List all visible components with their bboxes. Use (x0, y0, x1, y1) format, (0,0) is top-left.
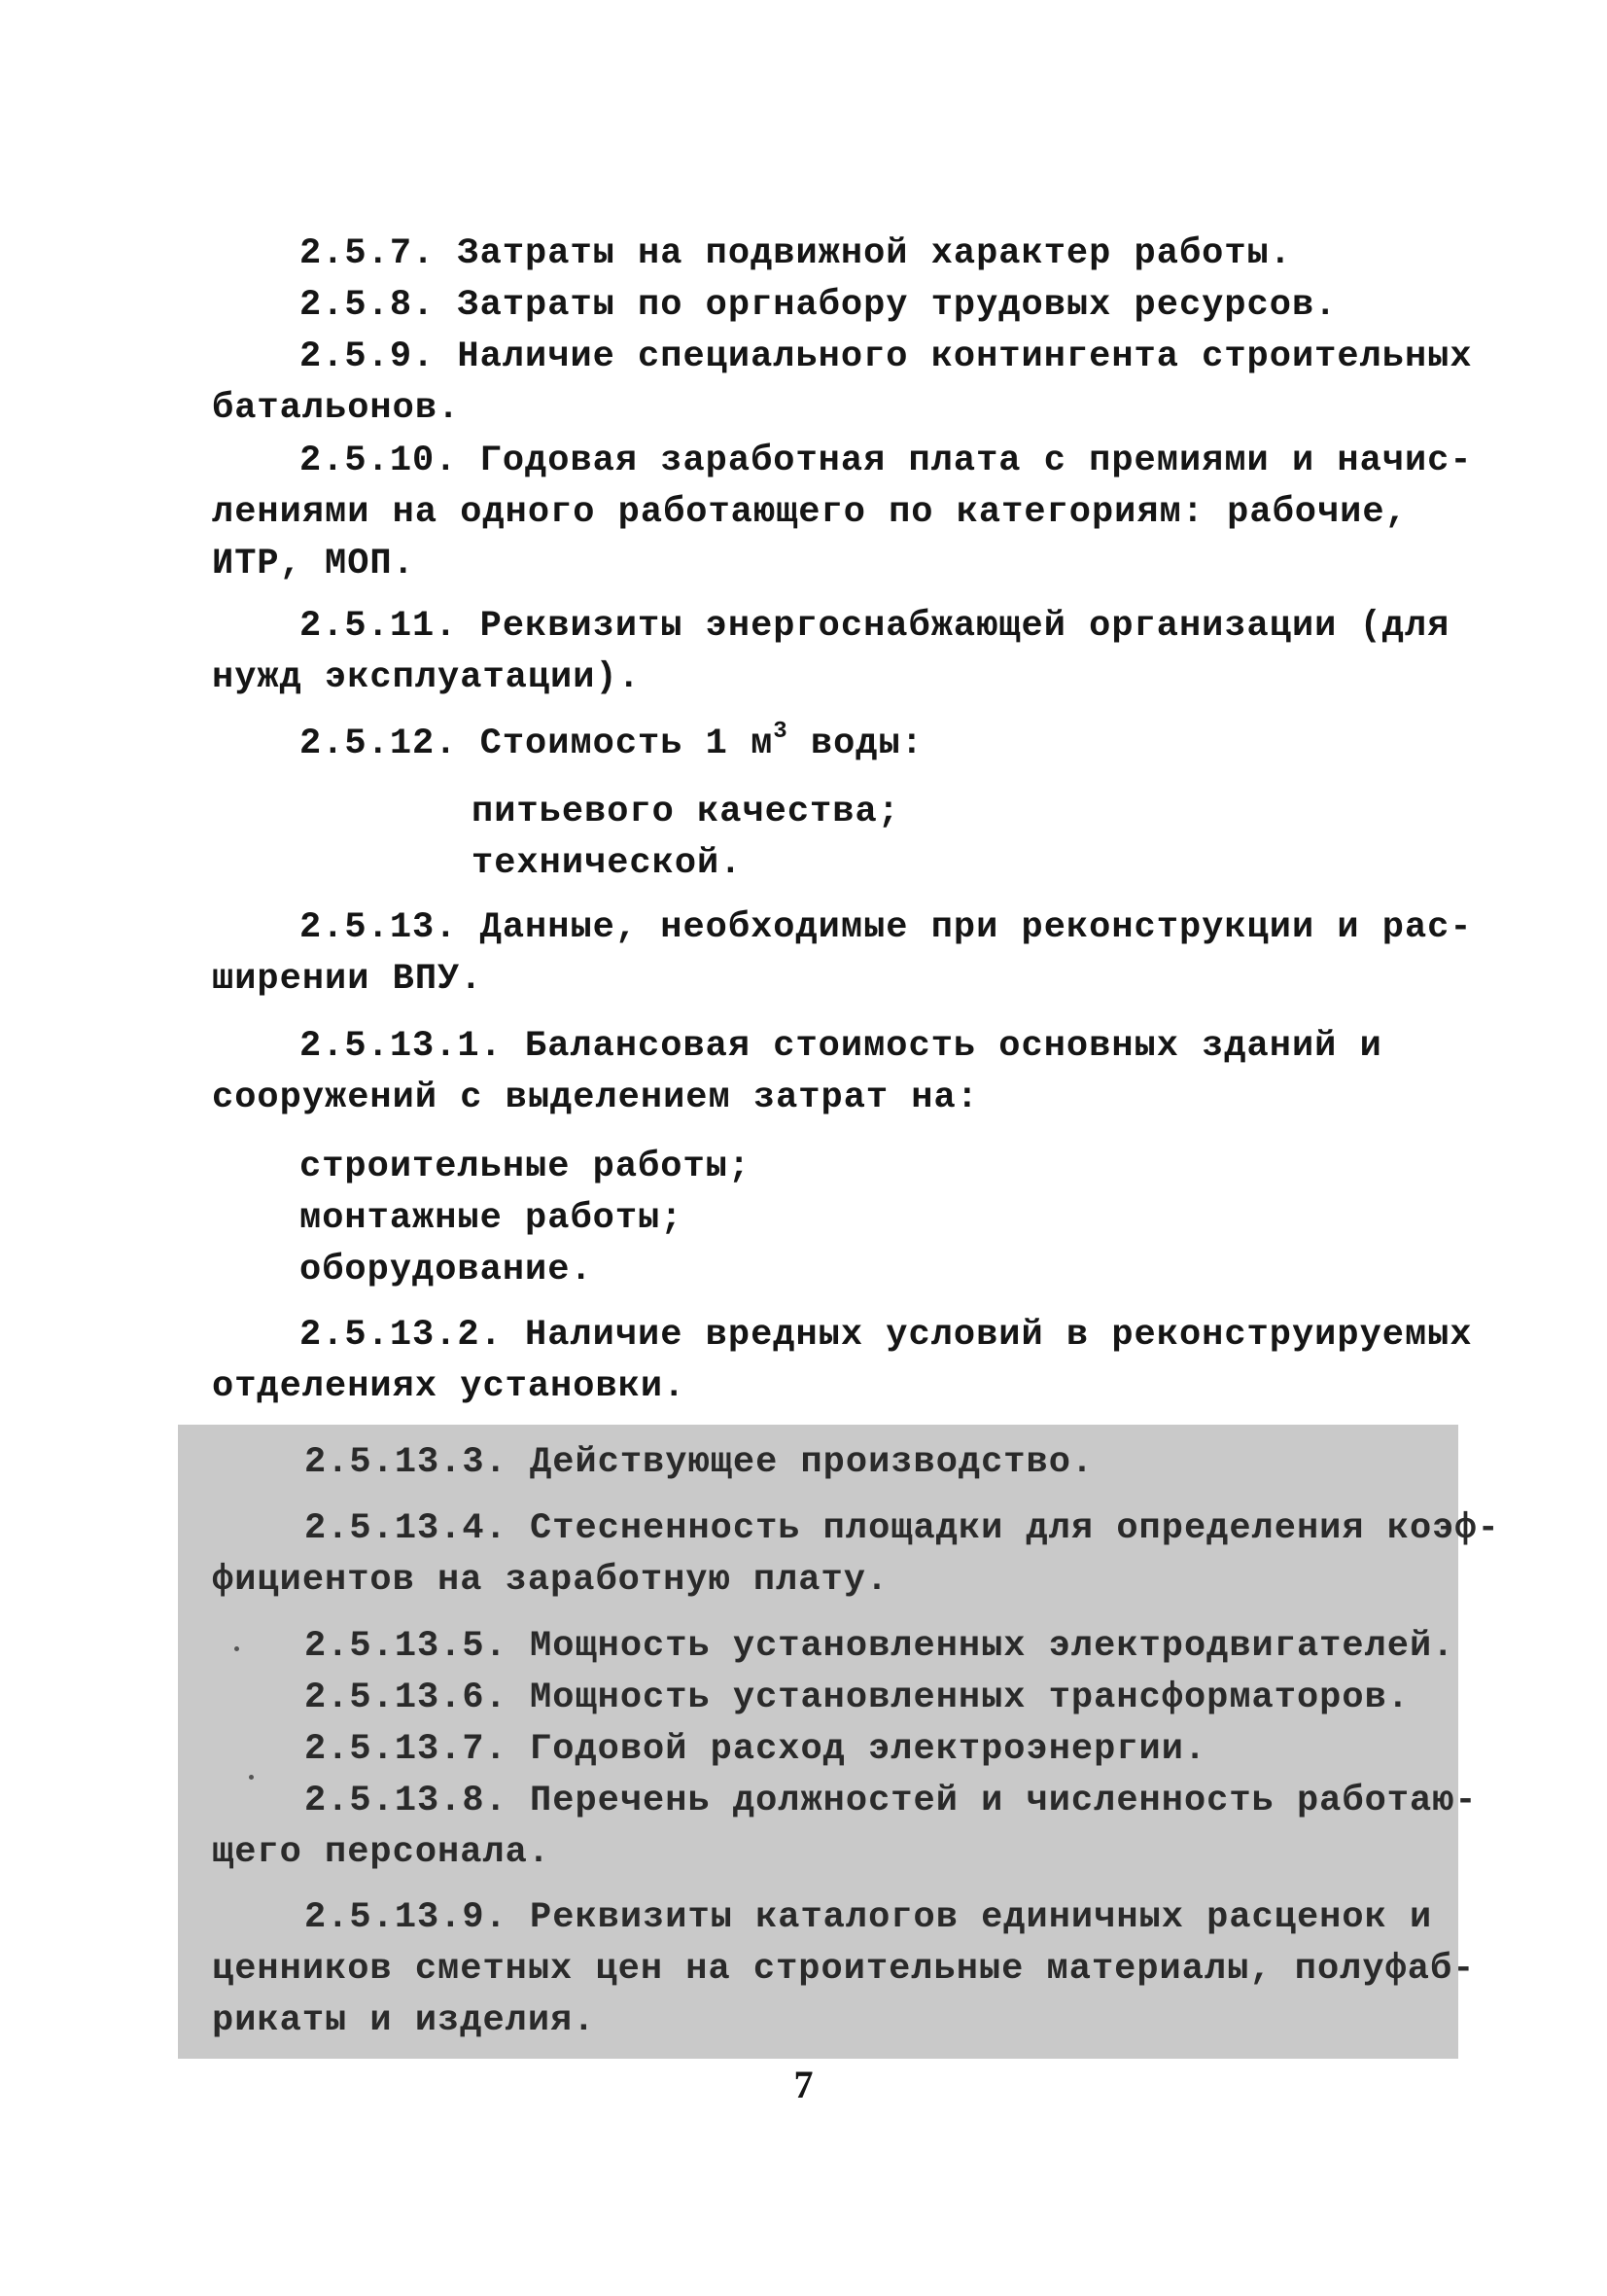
text-line: ИТР, МОП. (212, 544, 415, 584)
text-line: 2.5.13.9. Реквизиты каталогов единичных расценок и (304, 1897, 1433, 1938)
text-line: 2.5.13.7. Годовой расход электроэнергии. (304, 1729, 1207, 1770)
text-line: 2.5.13.3. Действующее производство. (304, 1442, 1095, 1483)
text-line: 2.5.13.5. Мощность установленных электродвигателей. (304, 1626, 1455, 1667)
scan-speck (234, 1646, 239, 1651)
text-line: батальонов. (212, 388, 461, 429)
text-line: рикаты и изделия. (212, 2000, 596, 2041)
text-line: 2.5.11. Реквизиты энергоснабжающей организации (для (299, 606, 1450, 647)
text-line: сооружений с выделением затрат на: (212, 1077, 979, 1118)
text-line: лениями на одного работающего по категориям: рабочие, (212, 492, 1408, 533)
text-line: отделениях установки. (212, 1366, 686, 1407)
scan-speck (249, 1775, 254, 1780)
text-line: питьевого качества; (472, 792, 900, 832)
page-number: 7 (793, 2063, 814, 2106)
text-line: ширении ВПУ. (212, 959, 483, 1000)
text-line: 2.5.13.6. Мощность установленных трансформаторов. (304, 1678, 1410, 1718)
text-line: 2.5.13.4. Стесненность площадки для определения коэф- (304, 1508, 1500, 1549)
cubic-superscript: 3 (773, 719, 788, 745)
text-line: технической. (472, 843, 743, 884)
text-line: оборудование. (299, 1250, 593, 1290)
text-line: строительные работы; (299, 1147, 751, 1187)
text-line: 2.5.7. Затраты на подвижной характер работы. (299, 233, 1292, 274)
text-line: монтажные работы; (299, 1198, 683, 1239)
text-line: 2.5.13.2. Наличие вредных условий в реконструируемых (299, 1315, 1473, 1356)
text-line: 2.5.13.8. Перечень должностей и численность работаю- (304, 1781, 1478, 1821)
text-line: нужд эксплуатации). (212, 657, 641, 698)
text-line: 2.5.8. Затраты по оргнабору трудовых ресурсов. (299, 285, 1338, 326)
water-cost-tail: воды: (787, 724, 924, 764)
text-line: ценников сметных цен на строительные материалы, полуфаб- (212, 1949, 1476, 1990)
text-line: фициентов на заработную плату. (212, 1560, 890, 1601)
text-line: 2.5.13. Данные, необходимые при реконструкции и рас- (299, 907, 1473, 948)
water-cost-label: 2.5.12. Стоимость 1 м (299, 724, 774, 764)
scanned-gray-section (178, 1425, 1500, 2059)
text-line: 2.5.9. Наличие специального контингента строительных (299, 336, 1473, 377)
text-line-water-cost (299, 719, 924, 766)
text-line: 2.5.13.1. Балансовая стоимость основных зданий и (299, 1026, 1382, 1067)
text-line: щего персонала. (212, 1832, 551, 1873)
text-line: 2.5.10. Годовая заработная плата с премиями и начис- (299, 441, 1473, 481)
